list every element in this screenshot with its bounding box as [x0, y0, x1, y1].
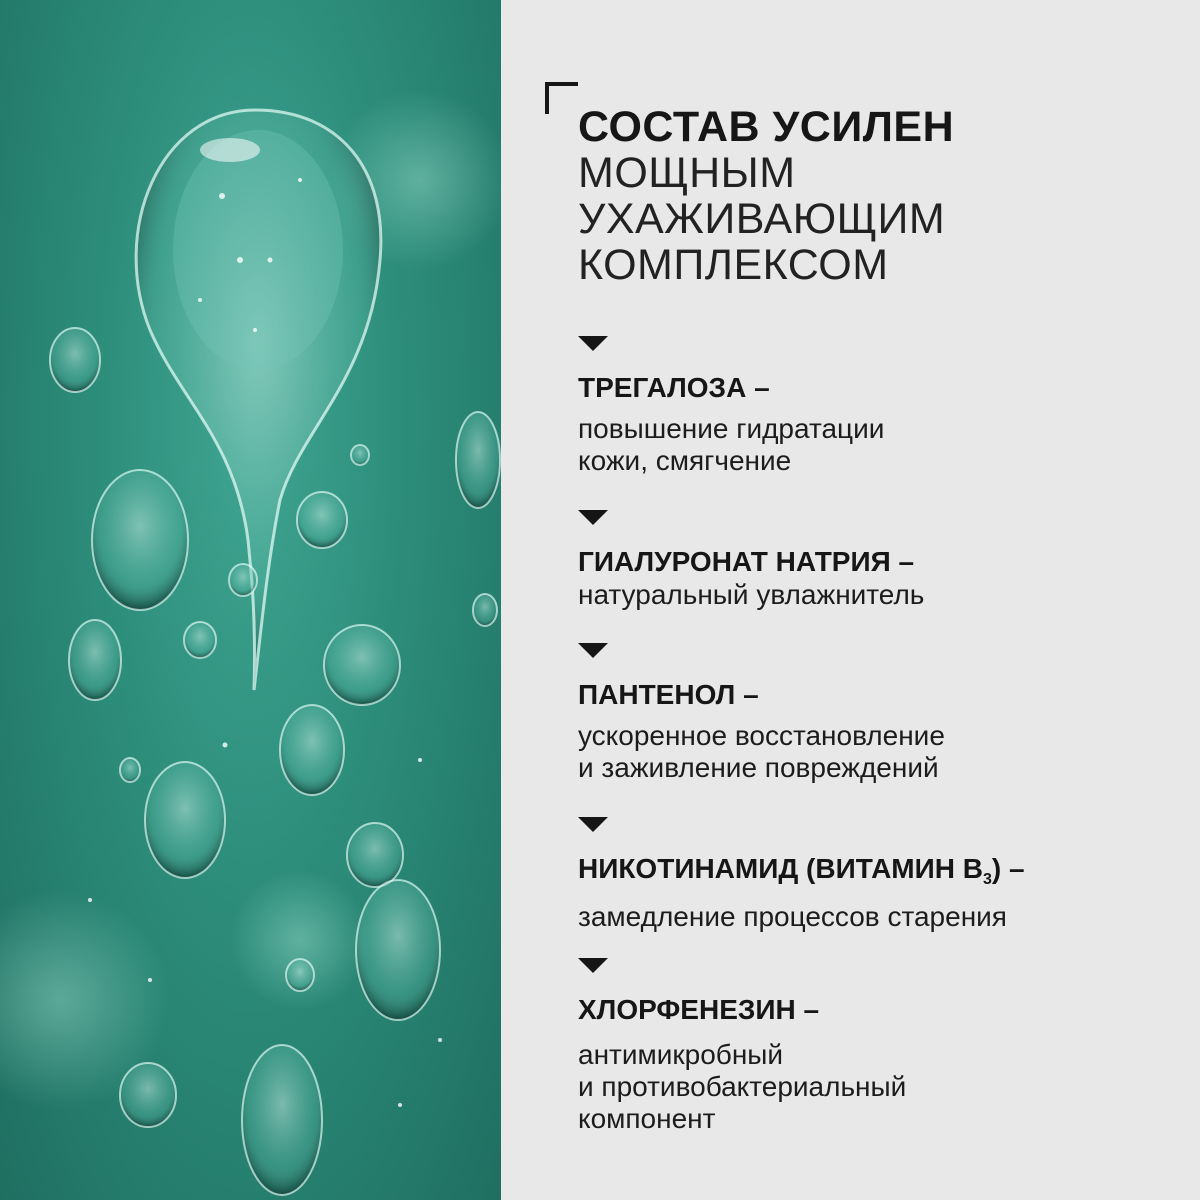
water-drops-image	[0, 0, 501, 1200]
ingredient-description: натуральный увлажнитель	[578, 579, 925, 610]
triangle-down-icon	[578, 336, 608, 351]
ingredient-item	[578, 336, 1178, 477]
ingredient-title-main: НИКОТИНАМИД (ВИТАМИН B	[578, 853, 983, 884]
headline	[578, 104, 954, 288]
triangle-down-icon	[578, 510, 608, 525]
headline-bold: СОСТАВ УСИЛЕН	[578, 103, 955, 151]
triangle-down-icon	[578, 817, 608, 832]
headline-line-2: МОЩНЫМ	[578, 149, 796, 197]
ingredient-item	[578, 958, 1178, 1135]
ingredient-description: ускоренное восстановление и заживление повреждений	[578, 720, 945, 783]
corner-bracket-icon	[545, 82, 578, 114]
ingredient-title: ТРЕГАЛОЗА –	[578, 372, 770, 403]
triangle-down-icon	[578, 958, 608, 973]
triangle-down-icon	[578, 643, 608, 658]
ingredient-title: ГИАЛУРОНАТ НАТРИЯ –	[578, 546, 915, 577]
ingredient-description: замедление процессов старения	[578, 901, 1007, 932]
ingredient-title-end: ) –	[991, 853, 1025, 884]
ingredient-title	[578, 852, 1178, 897]
ingredient-item	[578, 643, 1178, 784]
ingredient-title: ПАНТЕНОЛ –	[578, 679, 759, 710]
ingredient-title: ХЛОРФЕНЕЗИН –	[578, 994, 820, 1025]
ingredient-item	[578, 817, 1178, 933]
ingredient-description: антимикробный и противобактериальный компонент	[578, 1039, 907, 1134]
headline-line-3: УХАЖИВАЮЩИМ	[578, 195, 946, 243]
headline-line-4: КОМПЛЕКСОМ	[578, 241, 889, 289]
ingredient-title-subscript: 3	[982, 871, 992, 888]
ingredient-description: повышение гидратации кожи, смягчение	[578, 413, 885, 476]
ingredient-item	[578, 510, 1178, 611]
